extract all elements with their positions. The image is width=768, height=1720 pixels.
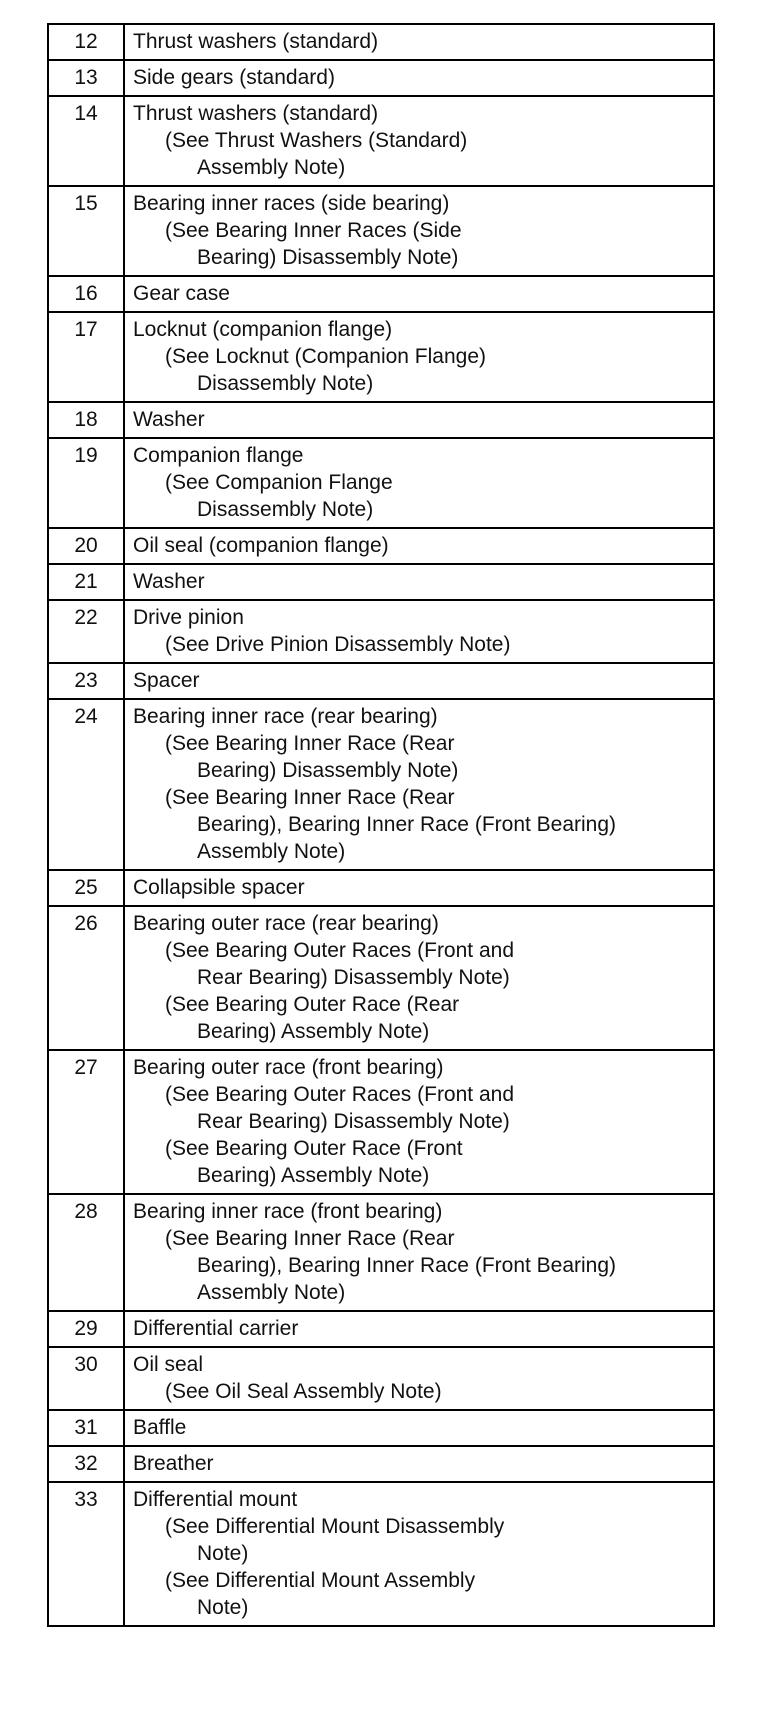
item-description	[124, 870, 714, 906]
table-row	[48, 276, 714, 312]
table-row	[48, 1311, 714, 1347]
table-row	[48, 528, 714, 564]
item-description	[124, 663, 714, 699]
table-row	[48, 600, 714, 663]
item-number: 29	[48, 1311, 124, 1347]
note-reference: Bearing) Disassembly Note)	[197, 246, 459, 269]
item-number: 12	[48, 24, 124, 60]
parts-table-body	[48, 24, 714, 1626]
item-number: 23	[48, 663, 124, 699]
item-number: 18	[48, 402, 124, 438]
note-reference: Assembly Note)	[197, 840, 346, 863]
part-name: Side gears (standard)	[133, 66, 335, 89]
note-reference: Rear Bearing) Disassembly Note)	[197, 1110, 510, 1133]
table-row	[48, 1410, 714, 1446]
table-row	[48, 1446, 714, 1482]
item-description	[124, 438, 714, 528]
part-name: Companion flange	[133, 444, 304, 467]
item-description	[124, 96, 714, 186]
part-name: Locknut (companion flange)	[133, 318, 393, 341]
note-reference: (See Oil Seal Assembly Note)	[165, 1380, 442, 1403]
note-reference: (See Bearing Outer Race (Front	[165, 1137, 463, 1160]
item-number: 24	[48, 699, 124, 870]
note-reference: (See Bearing Inner Race (Rear	[165, 786, 455, 809]
table-row	[48, 186, 714, 276]
note-reference: Assembly Note)	[197, 156, 346, 179]
item-number: 17	[48, 312, 124, 402]
note-reference: (See Bearing Outer Races (Front and	[165, 1083, 515, 1106]
item-description	[124, 1311, 714, 1347]
item-description	[124, 1482, 714, 1626]
table-row	[48, 870, 714, 906]
table-row	[48, 438, 714, 528]
table-row	[48, 564, 714, 600]
part-name: Bearing inner race (rear bearing)	[133, 705, 438, 728]
table-row	[48, 663, 714, 699]
note-reference: Disassembly Note)	[197, 372, 374, 395]
part-name: Washer	[133, 408, 205, 431]
note-reference: Bearing), Bearing Inner Race (Front Bearing)	[197, 1254, 617, 1277]
item-number: 33	[48, 1482, 124, 1626]
note-reference: Bearing) Disassembly Note)	[197, 759, 459, 782]
item-description	[124, 312, 714, 402]
note-reference: Bearing), Bearing Inner Race (Front Bearing)	[197, 813, 617, 836]
item-number: 27	[48, 1050, 124, 1194]
item-description	[124, 1194, 714, 1311]
note-reference: (See Drive Pinion Disassembly Note)	[165, 633, 511, 656]
item-description	[124, 906, 714, 1050]
part-name: Collapsible spacer	[133, 876, 305, 899]
part-name: Bearing outer race (front bearing)	[133, 1056, 444, 1079]
item-number: 16	[48, 276, 124, 312]
item-number: 26	[48, 906, 124, 1050]
part-name: Thrust washers (standard)	[133, 30, 379, 53]
table-row	[48, 96, 714, 186]
item-number: 28	[48, 1194, 124, 1311]
note-reference: (See Thrust Washers (Standard)	[165, 129, 468, 152]
part-name: Gear case	[133, 282, 230, 305]
item-description	[124, 186, 714, 276]
note-reference: (See Companion Flange	[165, 471, 393, 494]
table-row	[48, 60, 714, 96]
part-name: Differential mount	[133, 1488, 298, 1511]
note-reference: Note)	[197, 1542, 249, 1565]
item-number: 14	[48, 96, 124, 186]
part-name: Oil seal	[133, 1353, 204, 1376]
part-name: Washer	[133, 570, 205, 593]
note-reference: Assembly Note)	[197, 1281, 346, 1304]
table-row	[48, 1347, 714, 1410]
note-reference: Bearing) Assembly Note)	[197, 1020, 430, 1043]
item-number: 21	[48, 564, 124, 600]
item-description	[124, 600, 714, 663]
item-description	[124, 24, 714, 60]
item-number: 31	[48, 1410, 124, 1446]
part-name: Thrust washers (standard)	[133, 102, 379, 125]
note-reference: Bearing) Assembly Note)	[197, 1164, 430, 1187]
note-reference: (See Bearing Outer Race (Rear	[165, 993, 460, 1016]
item-description	[124, 1410, 714, 1446]
part-name: Drive pinion	[133, 606, 244, 629]
table-row	[48, 24, 714, 60]
note-reference: (See Bearing Outer Races (Front and	[165, 939, 515, 962]
part-name: Oil seal (companion flange)	[133, 534, 389, 557]
note-reference: (See Bearing Inner Race (Rear	[165, 732, 455, 755]
part-name: Bearing outer race (rear bearing)	[133, 912, 439, 935]
part-name: Differential carrier	[133, 1317, 299, 1340]
note-reference: (See Differential Mount Assembly	[165, 1569, 476, 1592]
note-reference: (See Bearing Inner Races (Side	[165, 219, 462, 242]
item-number: 30	[48, 1347, 124, 1410]
note-reference: Rear Bearing) Disassembly Note)	[197, 966, 510, 989]
note-reference: Disassembly Note)	[197, 498, 374, 521]
item-number: 22	[48, 600, 124, 663]
table-row	[48, 1482, 714, 1626]
item-number: 25	[48, 870, 124, 906]
note-reference: (See Differential Mount Disassembly	[165, 1515, 505, 1538]
item-description	[124, 528, 714, 564]
part-name: Bearing inner race (front bearing)	[133, 1200, 443, 1223]
table-row	[48, 402, 714, 438]
item-number: 19	[48, 438, 124, 528]
part-name: Breather	[133, 1452, 214, 1475]
table-row	[48, 699, 714, 870]
item-description	[124, 1446, 714, 1482]
item-description	[124, 699, 714, 870]
item-description	[124, 402, 714, 438]
table-row	[48, 1194, 714, 1311]
note-reference: (See Bearing Inner Race (Rear	[165, 1227, 455, 1250]
table-row	[48, 906, 714, 1050]
item-description	[124, 564, 714, 600]
note-reference: Note)	[197, 1596, 249, 1619]
item-number: 20	[48, 528, 124, 564]
part-name: Spacer	[133, 669, 200, 692]
parts-table	[47, 23, 715, 1627]
table-row	[48, 312, 714, 402]
item-number: 13	[48, 60, 124, 96]
item-description	[124, 60, 714, 96]
part-name: Bearing inner races (side bearing)	[133, 192, 450, 215]
item-description	[124, 1347, 714, 1410]
item-number: 32	[48, 1446, 124, 1482]
item-number: 15	[48, 186, 124, 276]
item-description	[124, 1050, 714, 1194]
table-row	[48, 1050, 714, 1194]
note-reference: (See Locknut (Companion Flange)	[165, 345, 487, 368]
item-description	[124, 276, 714, 312]
part-name: Baffle	[133, 1416, 187, 1439]
